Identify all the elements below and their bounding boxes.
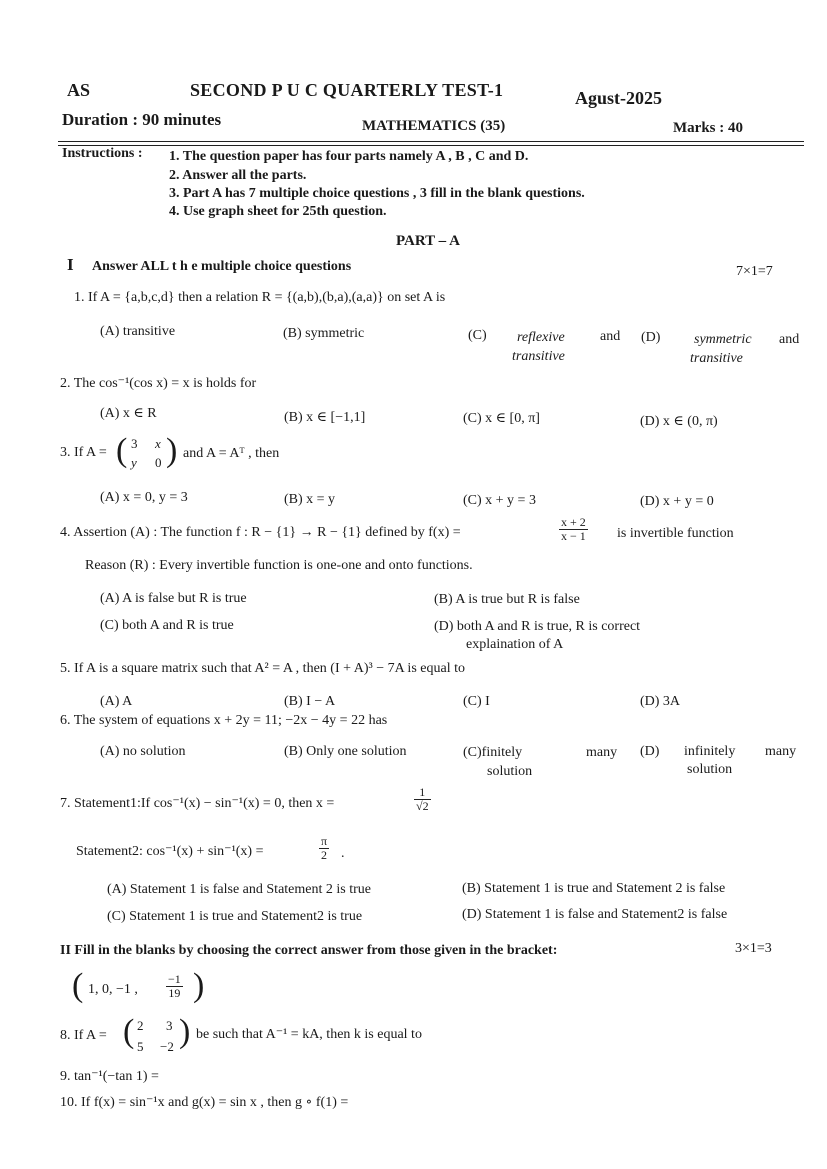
q3-option-b: (B) x = y	[284, 492, 336, 507]
duration: Duration : 90 minutes	[62, 110, 222, 129]
section-2-heading: II Fill in the blanks by choosing the correct answer from those given in the bracket:	[60, 943, 558, 958]
q3-matrix-left-bracket: (	[116, 432, 128, 469]
q3-matrix-a22: 0	[155, 455, 162, 470]
q5-option-b: (B) I − A	[284, 694, 336, 709]
q7-option-c: (C) Statement 1 is true and Statement2 is true	[107, 909, 363, 924]
q2-option-c: (C) x ∈ [0, π]	[463, 411, 540, 426]
q3-matrix-a11: 3	[131, 436, 138, 451]
header-divider-top	[58, 141, 804, 142]
q5-stem: 5. If A is a square matrix such that A² = A , then (I + A)³ − 7A is equal to	[60, 661, 465, 676]
q8-matrix-right-bracket: )	[179, 1013, 191, 1050]
q1-option-c-line2: transitive	[512, 349, 565, 364]
q6-option-c-line2: solution	[487, 764, 533, 779]
q7-statement2: Statement2: cos⁻¹(x) + sin⁻¹(x) =	[76, 844, 264, 859]
q6-option-c-line1: (C)finitely	[463, 745, 523, 760]
q3-matrix-a12: x	[155, 436, 161, 451]
q3-option-a: (A) x = 0, y = 3	[100, 490, 188, 505]
subject: MATHEMATICS (35)	[362, 118, 506, 134]
q7-statement2-fraction	[319, 835, 329, 861]
q8-matrix-a11: 2	[137, 1018, 144, 1033]
q3-matrix-right-bracket: )	[166, 432, 178, 469]
q1-option-c-line1: reflexive	[517, 330, 565, 345]
q7-s1-denominator: √2	[416, 798, 429, 813]
q6-option-b: (B) Only one solution	[284, 744, 407, 759]
choices-list: 1, 0, −1 ,	[88, 982, 138, 997]
q6-option-d-line2: solution	[687, 762, 733, 777]
section-1-heading: Answer ALL t h e multiple choice questions	[92, 259, 352, 274]
q3-prefix: 3. If A =	[60, 445, 107, 460]
instruction-3: 3. Part A has 7 multiple choice questions , 3 fill in the blank questions.	[169, 186, 585, 201]
paper-title: SECOND P U C QUARTERLY TEST-1	[190, 80, 504, 100]
q7-option-d: (D) Statement 1 is false and Statement2 is false	[462, 907, 728, 922]
q8-suffix: be such that A⁻¹ = kA, then k is equal to	[196, 1027, 422, 1042]
q1-stem: 1. If A = {a,b,c,d} then a relation R = {(a,b),(b,a),(a,a)} on set A is	[74, 290, 446, 305]
q6-option-d-many: many	[765, 744, 797, 759]
q6-option-c-many: many	[586, 745, 618, 760]
q7-s1-numerator: 1	[414, 786, 431, 800]
q4-option-a: (A) A is false but R is true	[100, 591, 247, 606]
q1-option-b: (B) symmetric	[283, 326, 365, 341]
q4-option-d-line2: explaination of A	[466, 637, 564, 652]
q3-option-d: (D) x + y = 0	[640, 494, 714, 509]
choices-fraction	[166, 973, 183, 999]
marks: Marks : 40	[673, 120, 743, 136]
section-1-marks: 7×1=7	[736, 264, 773, 279]
q4-reason: Reason (R) : Every invertible function is one-one and onto functions.	[85, 558, 473, 573]
instruction-2: 2. Answer all the parts.	[169, 168, 307, 183]
q1-option-a: (A) transitive	[100, 324, 176, 339]
section-1-roman: I	[67, 255, 74, 274]
q1-option-c-and: and	[600, 329, 621, 344]
q5-option-d: (D) 3A	[640, 694, 681, 709]
q7-statement1-fraction	[414, 786, 431, 812]
paper-code: AS	[67, 80, 91, 100]
q10: 10. If f(x) = sin⁻¹x and g(x) = sin x , then g ∘ f(1) =	[60, 1095, 349, 1110]
q1-option-d-and: and	[779, 332, 800, 347]
section-2-marks: 3×1=3	[735, 941, 772, 956]
q3-suffix: and A = Aᵀ , then	[183, 446, 280, 461]
paper-date: Agust-2025	[575, 88, 663, 108]
q1-option-c-label: (C)	[468, 328, 487, 343]
q3-matrix-a21: y	[131, 455, 137, 470]
q6-option-d-label: (D)	[640, 744, 660, 759]
q1-option-d-line1: symmetric	[694, 332, 752, 347]
q7-statement1: 7. Statement1:If cos⁻¹(x) − sin⁻¹(x) = 0, then x =	[60, 796, 335, 811]
q4-stem-tail: is invertible function	[617, 526, 734, 541]
q8-matrix-left-bracket: (	[123, 1013, 135, 1050]
q7-period: .	[341, 846, 345, 861]
q8-prefix: 8. If A =	[60, 1028, 107, 1043]
q2-stem: 2. The cos⁻¹(cos x) = x is holds for	[60, 376, 257, 391]
q2-option-d: (D) x ∈ (0, π)	[640, 414, 718, 429]
q5-option-a: (A) A	[100, 694, 133, 709]
q2-option-b: (B) x ∈ [−1,1]	[284, 410, 366, 425]
header-divider-bottom	[58, 145, 804, 146]
q4-option-d-line1: (D) both A and R is true, R is correct	[434, 619, 641, 634]
q4-option-c: (C) both A and R is true	[100, 618, 234, 633]
q7-s2-denominator: 2	[321, 847, 328, 862]
q2-option-a: (A) x ∈ R	[100, 406, 157, 421]
q8-matrix-a12: 3	[166, 1018, 173, 1033]
q4-fraction-denominator: x − 1	[561, 528, 586, 543]
q7-s2-numerator: π	[321, 834, 328, 848]
q1-option-d-label: (D)	[641, 330, 661, 345]
part-a-title: PART – A	[396, 233, 460, 249]
instruction-4: 4. Use graph sheet for 25th question.	[169, 204, 387, 219]
q3-option-c: (C) x + y = 3	[463, 493, 536, 508]
q7-option-a: (A) Statement 1 is false and Statement 2 is true	[107, 882, 371, 897]
choices-left-bracket: (	[72, 967, 84, 1004]
q6-option-a: (A) no solution	[100, 744, 186, 759]
q1-option-d-line2: transitive	[690, 351, 743, 366]
choices-right-bracket: )	[193, 967, 205, 1004]
q6-option-d-line1: infinitely	[684, 744, 736, 759]
q4-stem: 4. Assertion (A) : The function f : R − {1} → R − {1} defined by f(x) =	[60, 525, 461, 540]
q4-option-b: (B) A is true but R is false	[434, 592, 580, 607]
instruction-1: 1. The question paper has four parts namely A , B , C and D.	[169, 149, 529, 164]
q8-matrix-a21: 5	[137, 1039, 144, 1054]
q4-fraction-numerator: x + 2	[561, 515, 586, 529]
q4-fraction	[559, 516, 588, 542]
q7-option-b: (B) Statement 1 is true and Statement 2 is false	[462, 881, 726, 896]
instructions-label: Instructions :	[62, 146, 143, 161]
q5-option-c: (C) I	[463, 694, 490, 709]
q6-stem: 6. The system of equations x + 2y = 11; −2x − 4y = 22 has	[60, 713, 388, 728]
choices-fraction-denominator: 19	[168, 985, 181, 1000]
q9: 9. tan⁻¹(−tan 1) =	[60, 1069, 159, 1084]
choices-fraction-numerator: −1	[168, 972, 181, 986]
q8-matrix-a22: −2	[160, 1039, 174, 1054]
